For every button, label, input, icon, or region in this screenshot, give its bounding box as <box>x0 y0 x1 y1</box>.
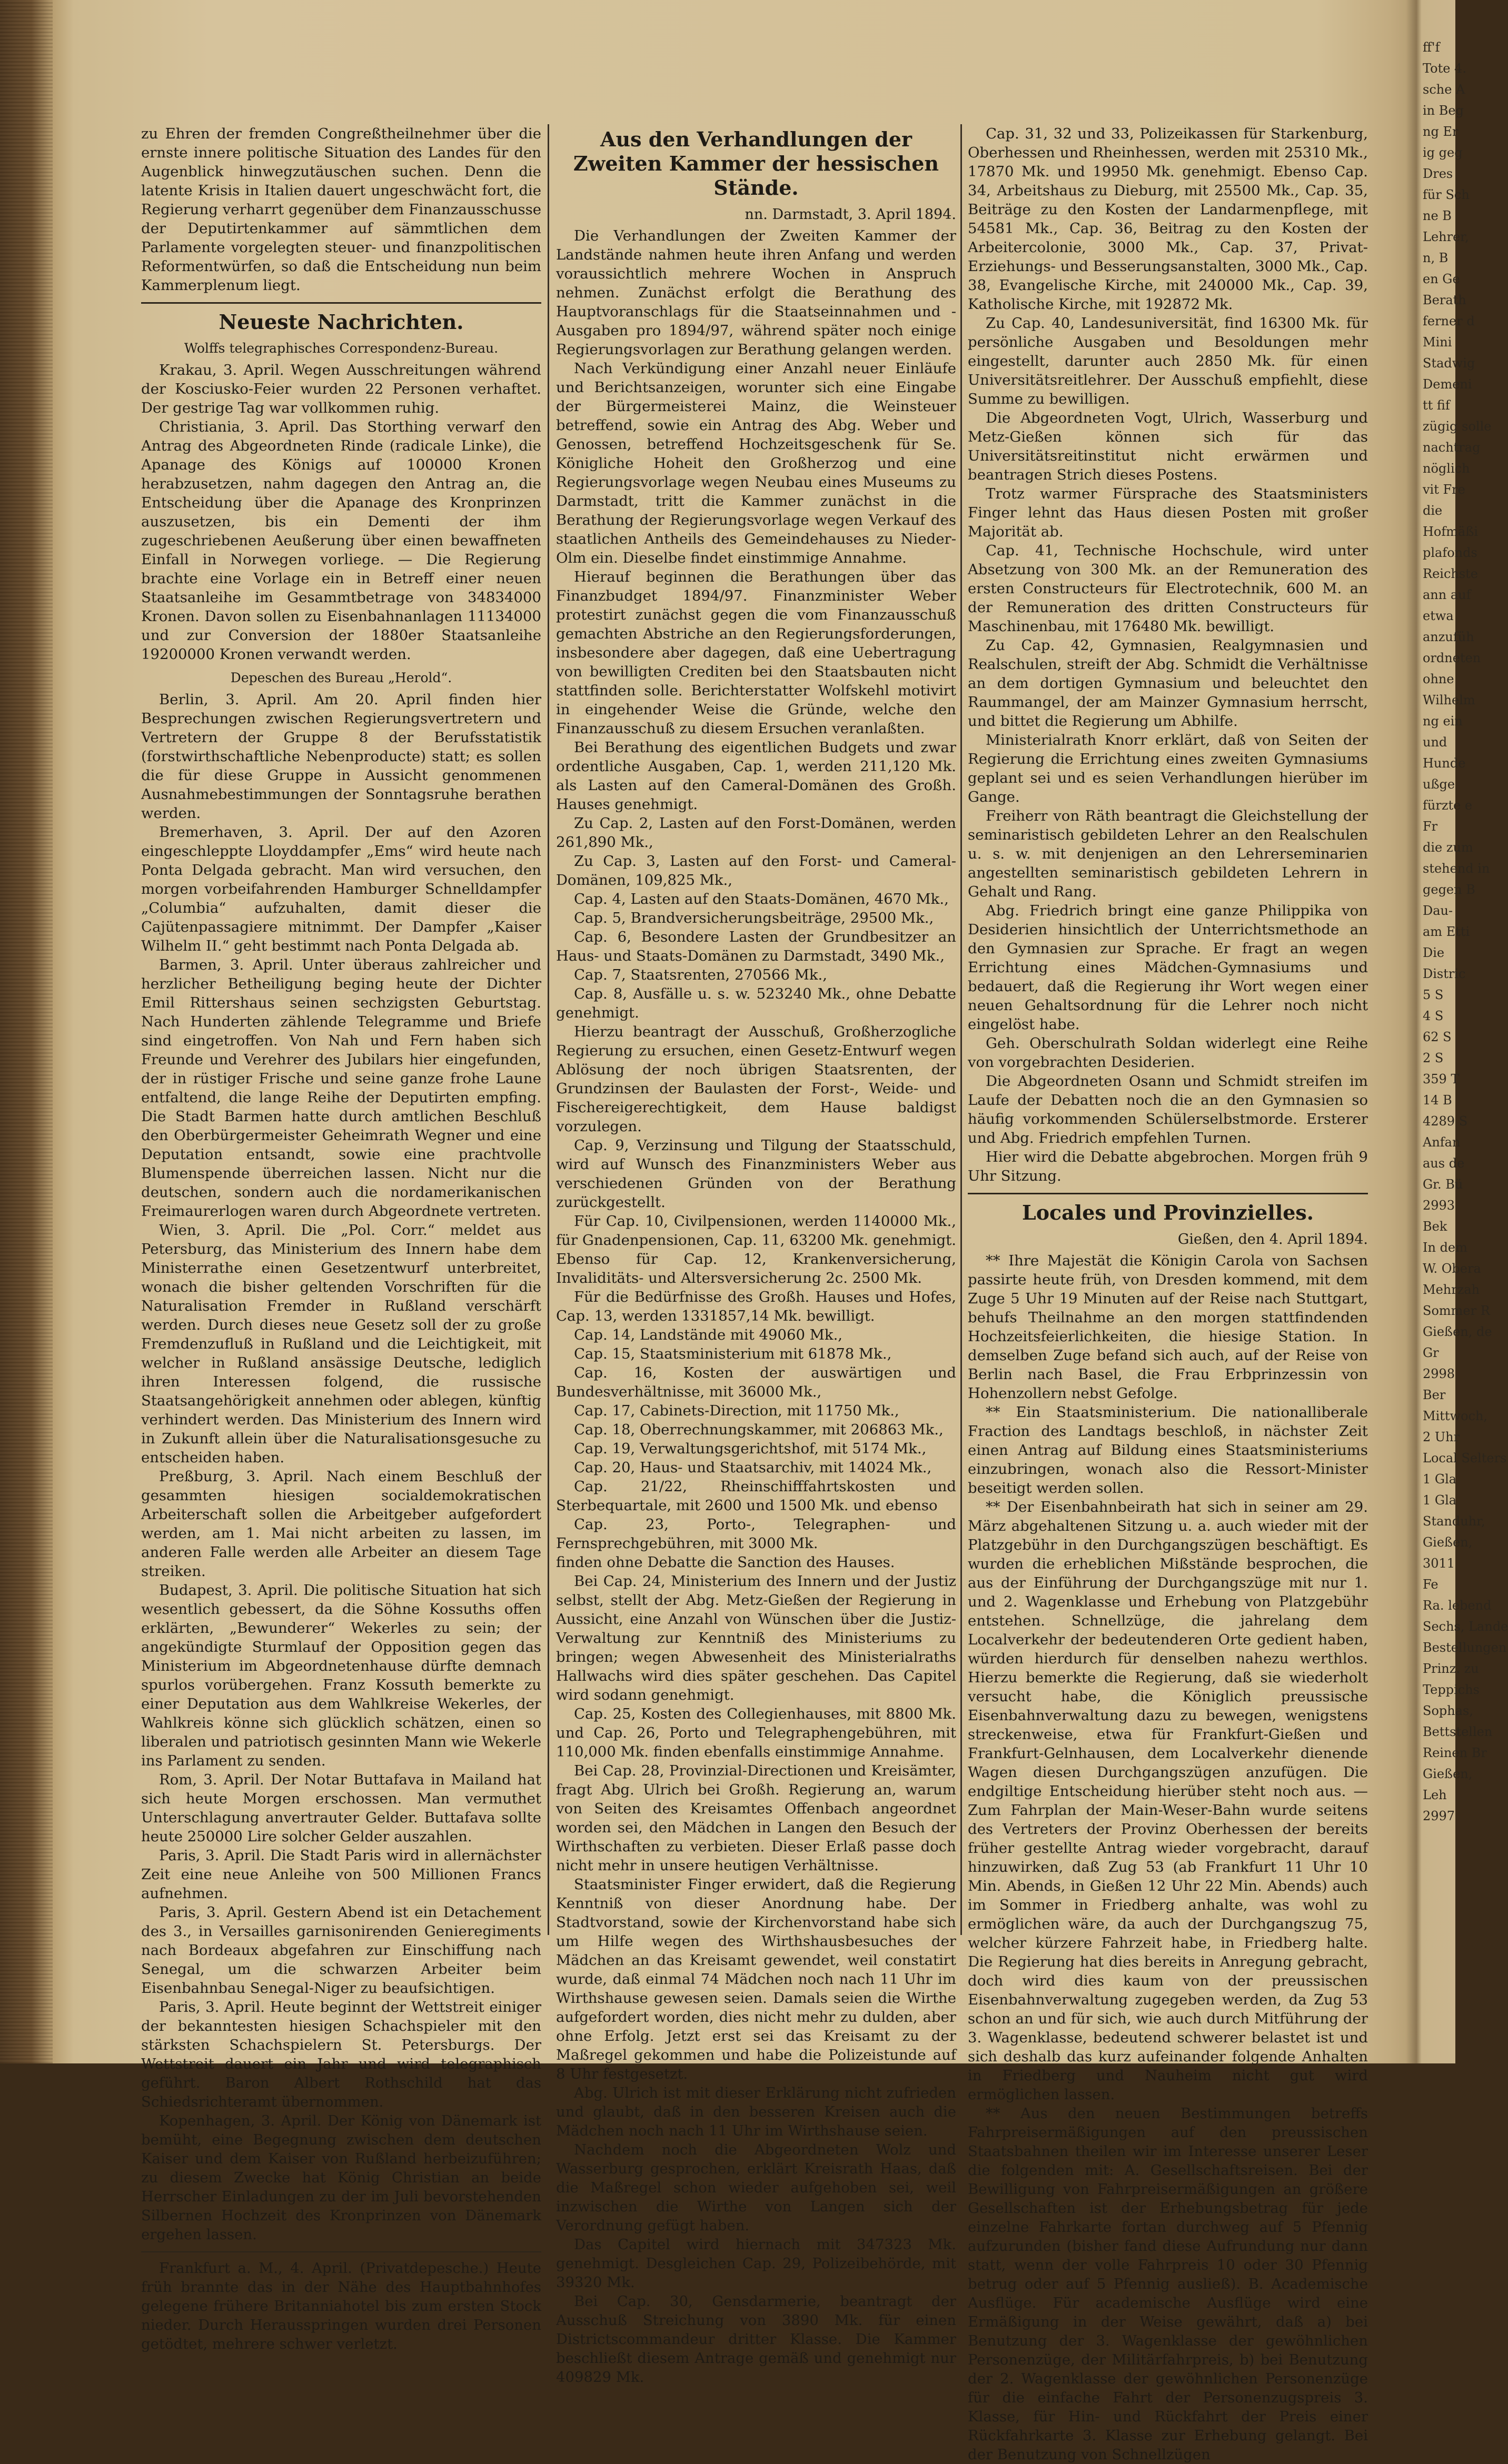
fragment-line: Sechs, Lande <box>1423 1619 1508 1634</box>
paragraph: Bei Cap. 28, Provinzial-Directionen und Kreisämter, fragt Abg. Ulrich bei Großh. Regierung an, warum von Seiten des Kreisamtes Offenbach angeordnet worden sei, den Mädchen in Langen den Besuch der Wirthschaften zu verbieten. Dieser Erlaß passe doch nicht mehr in unsere heutigen Verhältnisse. <box>556 1762 956 1874</box>
paragraph: Cap. 18, Oberrechnungskammer, mit 206863 Mk., <box>574 1421 944 1438</box>
fragment-line: Gießen, <box>1423 1767 1473 1781</box>
fragment-line: Anfan <box>1423 1135 1461 1150</box>
fragment-line: Bek <box>1423 1219 1447 1234</box>
fragment-line: Gießen, <box>1423 1535 1473 1550</box>
fragment-line: Mittwoch, <box>1423 1409 1488 1423</box>
news-subheading: Wolffs telegraphisches Correspondenz-Bureau. <box>184 341 499 356</box>
news-item-rom: Rom, 3. April. Der Notar Buttafava in Mailand hat sich heute Morgen erschossen. Man vermuthet Unterschlagung anvertrauter Gelder. Buttafava sollte heute 250000 Lire solcher Gelder auszahlen. <box>141 1771 541 1845</box>
paragraph: Bei Cap. 30, Gensdarmerie, beantragt der Ausschuß Streichung von 3890 Mk. für einen Districtscommandeur dritter Klasse. Die Kammer beschließt diesem Antrage gemäß und genehmigt nur 409829 Mk. <box>556 2293 956 2386</box>
paragraph: Die Verhandlungen der Zweiten Kammer der Landstände nahmen heute ihren Anfang und werden voraussichtlich mehrere Wochen in Anspruch nehmen. Zunächst erfolgt die Berathung des Hauptvoranschlags für die Staatseinnahmen und -Ausgaben pro 1894/97, während später noch einige Regierungsvorlagen zur Berathung gelangen werden. <box>556 227 956 358</box>
fragment-line: 1 Gla <box>1423 1493 1457 1508</box>
paragraph: Zu Cap. 3, Lasten auf den Forst- und Cameral-Domänen, 109,825 Mk., <box>556 853 956 889</box>
fragment-line: nachtrag <box>1423 440 1481 455</box>
paragraph: Abg. Ulrich ist mit dieser Erklärung nicht zufrieden und glaubt, daß in den besseren Kreisen auch die Mädchen noch nach 11 Uhr im Wirthshause seien. <box>556 2084 956 2139</box>
fragment-line: 2 S <box>1423 1051 1444 1065</box>
paragraph: Cap. 15, Staatsministerium mit 61878 Mk., <box>574 1345 892 1362</box>
fragment-line: Ra. lebend <box>1423 1598 1492 1613</box>
paragraph: Cap. 41, Technische Hochschule, wird unter Absetzung von 300 Mk. an der Remuneration des ersten Constructeurs für Electrotechnik, 600 M. an der Remuneration des dritten Constructeurs für Maschinenbau, mit 176480 Mk. bewilligt. <box>968 542 1368 635</box>
fragment-line: n, B <box>1423 251 1449 265</box>
paragraph: Freiherr von Räth beantragt die Gleichstellung der seminaristisch gebildeten Lehrer an den Realschulen u. s. w. mit denjenigen an den Lehrerseminarien angestellten seminaristisch gebildeten Lehrern in Gehalt und Rang. <box>968 807 1368 900</box>
fragment-line: gegen B <box>1423 882 1475 897</box>
news-item-paris-3: Paris, 3. April. Heute beginnt der Wettstreit einiger der bekanntesten hiesigen Schachspieler mit den stärksten Schachspielern St. Petersburgs. Der Wettstreit dauert ein Jahr und wird telegraphisch geführt. Baron Albert Rothschild hat das Schiedsrichteramt übernommen. <box>141 1999 541 2110</box>
paragraph: Cap. 16, Kosten der auswärtigen und Bundesverhältnisse, mit 36000 Mk., <box>556 1364 956 1400</box>
paragraph: Bei Berathung des eigentlichen Budgets und zwar ordentliche Ausgaben, Cap. 1, werden 211,120 Mk. als Lasten auf den Cameral-Domänen des Großh. Hauses genehmigt. <box>556 739 956 813</box>
news-item-frankfurt: Frankfurt a. M., 4. April. (Privatdepesche.) Heute früh brannte das in der Nähe des Hauptbahnhofes gelegene frühere Britanniahotel bis zum ersten Stock nieder. Durch Herausspringen wurden drei Personen getödtet, mehrere schwer verletzt. <box>141 2260 541 2352</box>
paragraph: Die Abgeordneten Vogt, Ulrich, Wasserburg und Metz-Gießen können sich für das Universitätsreitinstitut nicht erwärmen und beantragen Strich dieses Postens. <box>968 410 1368 483</box>
fragment-line: in Beg <box>1423 103 1464 118</box>
fragment-line: ußge <box>1423 777 1455 792</box>
fragment-line: plafonds <box>1423 545 1477 560</box>
fragment-line: 359 T <box>1423 1072 1460 1086</box>
paragraph: Cap. 20, Haus- und Staatsarchiv, mit 14024 Mk., <box>574 1459 932 1476</box>
paragraph: finden ohne Debatte die Sanction des Hauses. <box>556 1554 895 1571</box>
fragment-line: Gießen, de <box>1423 1324 1492 1339</box>
fragment-line: Wilhelm <box>1423 693 1475 707</box>
fragment-line: vit Fre <box>1423 482 1465 497</box>
fragment-line: Stadwig <box>1423 356 1475 371</box>
fragment-line: Reinen Br <box>1423 1745 1487 1760</box>
fragment-line: fürzte e <box>1423 798 1473 813</box>
section-divider <box>141 2251 541 2252</box>
paragraph: Cap. 6, Besondere Lasten der Grundbesitzer an Haus- und Staats-Domänen zu Darmstadt, 3490 Mk., <box>556 929 956 964</box>
fragment-line: und <box>1423 735 1447 750</box>
fragment-line: ff'f <box>1423 40 1440 55</box>
paragraph: Cap. 17, Cabinets-Direction, mit 11750 Mk., <box>574 1402 899 1419</box>
fragment-line: 14 B <box>1423 1093 1452 1108</box>
fragment-line: Local Selters <box>1423 1451 1507 1465</box>
fragment-line: Mini <box>1423 335 1452 350</box>
fragment-line: ig geg <box>1423 145 1463 160</box>
paragraph: Hierzu beantragt der Ausschuß, Großherzogliche Regierung zu ersuchen, einen Gesetz-Entwurf wegen Ablösung der noch übrigen Staatsrenten, der Grundzinsen der Baulasten der Forst-, Weide- und Fischereigerechtigkeit, dem Hause baldigst vorzulegen. <box>556 1023 956 1135</box>
fragment-line: 3011 <box>1423 1556 1455 1571</box>
fragment-line: W. Obera <box>1423 1261 1481 1276</box>
paragraph: Nachdem noch die Abgeordneten Wolz und Wasserburg gesprochen, erklärt Kreisrath Haas, daß die Maßregel schon wieder aufgehoben sei, weil inzwischen die Wirthe von Langen sich der Verordnung gefügt haben. <box>556 2141 956 2234</box>
news-item-barmen: Barmen, 3. April. Unter überaus zahlreicher und herzlicher Betheiligung beging heute der Dichter Emil Rittershaus seinen sechzigsten Geburtstag. Nach Hunderten zählende Telegramme und Briefe sind eingetroffen. Von Nah und Fern haben sich Freunde und Verehrer des Jubilars hier eingefunden, der in rüstiger Frische und seine ganze frohe Laune entfaltend, die lange Reihe der Deputirten empfing. Die Stadt Barmen hatte durch amtlichen Beschluß den Oberbürgermeister Geheimrath Wegner und eine Deputation entsandt, sowie eine prachtvolle Blumenspende überreichen lassen. Nicht nur die deutschen, sondern auch die nordamerikanischen Freimaurerlogen waren durch Abgeordnete vertreten. <box>141 956 541 1220</box>
paragraph: Zu Cap. 2, Lasten auf den Forst-Domänen, werden 261,890 Mk., <box>556 815 956 851</box>
local-news-item: ** Aus den neuen Bestimmungen betreffs Fahrpreisermäßigungen auf den preussischen Staatsbahnen theilen wir im Interesse unserer Leser die folgenden mit: A. Gesellschaftsreisen. Bei der Bewilligung von Fahrpreisermäßigungen an größere Gesellschaften ist der Erhebungsbetrag für jede einzelne Fahrkarte fortan durchweg auf 5 Pfennig aufzurunden (bisher fand diese Aufrundung nur dann statt, wenn der volle Fahrpreis 10 oder 30 Pfennig betrug oder auf 5 Pfennig ausließ). B. Academische Ausflüge. Für academische Ausflüge wird eine Ermäßigung in der Weise gewährt, daß a) bei Benutzung der 3. Wagenklasse der gewöhnlichen Personenzüge, der Militärfahrpreis, b) bei Benutzung der 2. Wagenklasse der gewöhnlichen Personenzüge für die einfache Fahrt der Personenzugspreis 3. Klasse, für Hin- und Rückfahrt der Preis einer Rückfahrkarte 3. Klasse zur Erhebung gelangt. Bei der Benutzung von Schnellzügen <box>968 2105 1368 2463</box>
section-divider <box>968 1193 1368 1194</box>
paragraph: Zu Cap. 42, Gymnasien, Realgymnasien und Realschulen, streift der Abg. Schmidt die Verhältnisse an dem dortigen Gymnasium und beleuchtet den Raummangel, der am Mainzer Gymnasium herrscht, und bittet die Regierung um Abhilfe. <box>968 637 1368 730</box>
paragraph: Cap. 8, Ausfälle u. s. w. 523240 Mk., ohne Debatte genehmigt. <box>556 985 956 1021</box>
paragraph: Cap. 9, Verzinsung und Tilgung der Staatsschuld, wird auf Wunsch des Finanzministers Weber aus verschiedenen Gründen von der Berathung zurückgestellt. <box>556 1137 956 1211</box>
fragment-line: Ber <box>1423 1388 1446 1402</box>
fragment-line: 5 S <box>1423 987 1444 1002</box>
news-heading: Neueste Nachrichten. <box>219 310 464 334</box>
fragment-line: 62 S <box>1423 1030 1452 1044</box>
news-item-paris-2: Paris, 3. April. Gestern Abend ist ein Detachement des 3., in Versailles garnisonirenden Genieregiments nach Bordeaux abgefahren zur Einschiffung nach Senegal, um die schwarzen Arbeiter beim Eisenbahnbau Senegal-Niger zu beaufsichtigen. <box>141 1904 541 1997</box>
fragment-line: Die <box>1423 945 1445 960</box>
fragment-line: Bestellungen <box>1423 1640 1507 1655</box>
section-divider <box>141 302 541 304</box>
fragment-line: anzufüh <box>1423 630 1474 644</box>
fragment-line: In dem <box>1423 1240 1467 1255</box>
paragraph: Cap. 25, Kosten des Collegienhauses, mit 8800 Mk. und Cap. 26, Porto und Telegraphengebühren, mit 110,000 Mk. finden ebenfalls einstimmige Annahme. <box>556 1705 956 1760</box>
paragraph: Für die Bedürfnisse des Großh. Hauses und Hofes, Cap. 13, werden 1331857,14 Mk. bewilligt. <box>556 1289 956 1324</box>
fragment-line: Fr <box>1423 819 1438 834</box>
fragment-line: ordneten <box>1423 651 1481 665</box>
news-item-paris-1: Paris, 3. April. Die Stadt Paris wird in allernächster Zeit eine neue Anleihe von 500 Millionen Francs aufnehmen. <box>141 1847 541 1902</box>
fragment-line: für Sch <box>1423 187 1470 202</box>
fragment-line: Fe <box>1423 1577 1438 1592</box>
fragment-line: ne B <box>1423 208 1452 223</box>
local-news-item: ** Ein Staatsministerium. Die nationalliberale Fraction des Landtags beschloß, in nächster Zeit einen Antrag auf Bildung eines Staatsministeriums einzubringen, wonach also die Ressort-Minister beseitigt werden sollen. <box>968 1404 1368 1497</box>
fragment-line: Lehrer, <box>1423 230 1469 244</box>
column-rule-1 <box>548 124 549 1935</box>
fragment-line: 4289 S <box>1423 1114 1468 1129</box>
news-item-budapest: Budapest, 3. April. Die politische Situation hat sich wesentlich gebessert, da die Söhne Kossuths offen erklärten, „Bewunderer“ Wekerles zu sein; der angekündigte Sturmlauf der Opposition gegen das Ministerium im Abgeordnetenhause dürfte demnach spurlos vorübergehen. Franz Kossuth bemerkte zu einer Deputation aus dem Wahlkreise Wekerles, der Wahlkreis könne sich glücklich schätzen, einen so liberalen und patriotisch gesinnten Mann wie Wekerle ins Parlament zu senden. <box>141 1582 541 1769</box>
fragment-line: Standuhr, <box>1423 1514 1485 1529</box>
paragraph: Geh. Oberschulrath Soldan widerlegt eine Reihe von vorgebrachten Desiderien. <box>968 1035 1368 1071</box>
fragment-line: Berath <box>1423 293 1466 307</box>
fragment-line: Bettstellen <box>1423 1724 1493 1739</box>
fragment-line: etwa <box>1423 608 1454 623</box>
fragment-line: zügig solle <box>1423 419 1492 434</box>
fragment-line: 4 S <box>1423 1009 1444 1023</box>
fragment-line: Demeni <box>1423 377 1472 392</box>
fragment-line: ng ein <box>1423 714 1463 729</box>
fragment-line: am Etti <box>1423 924 1470 939</box>
fragment-line: Prinz. zu <box>1423 1661 1479 1676</box>
fragment-line: 2 Uhr <box>1423 1430 1460 1444</box>
news-item-pressburg: Preßburg, 3. April. Nach einem Beschluß der gesammten hiesigen socialdemokratischen Arbeiterschaft sollen die Arbeitgeber aufgefordert werden, am 1. Mai nicht arbeiten zu lassen, im anderen Falle werden alle Arbeiter an diesem Tage streiken. <box>141 1468 541 1580</box>
article-continuation: zu Ehren der fremden Congreßtheilnehmer über die ernste innere politische Situation des Landes für den Augenblick hinwegzutäuschen suchen. Denn die latente Krisis in Italien dauert ungeschwächt fort, die Regierung verharrt gegenüber dem Finanzausschusse der Deputirtenkammer auf sämmtlichen dem Parlamente vorgelegten steuer- und finanzpolitischen Reformentwürfen, so daß die Entscheidung nun beim Kammerplenum liegt. <box>141 125 541 294</box>
paragraph: Hier wird die Debatte abgebrochen. Morgen früh 9 Uhr Sitzung. <box>968 1149 1368 1184</box>
news-item-krakau: Krakau, 3. April. Wegen Ausschreitungen während der Kosciusko-Feier wurden 22 Personen verhaftet. Der gestrige Tag war vollkommen ruhig. <box>141 362 541 416</box>
fragment-line: en Ge <box>1423 272 1460 286</box>
fragment-line: Distric <box>1423 966 1466 981</box>
fragment-line: stehend in <box>1423 861 1490 876</box>
fragment-line: Teppichs <box>1423 1682 1480 1697</box>
paragraph: Cap. 4, Lasten auf den Staats-Domänen, 4670 Mk., <box>574 891 949 907</box>
column-rule-2 <box>960 124 962 1935</box>
fragment-line: Hofmäßi <box>1423 524 1479 539</box>
news-item-christiania: Christiania, 3. April. Das Storthing verwarf den Antrag des Abgeordneten Rinde (radicale Linke), die Apanage des Königs auf 100000 Kronen herabzusetzen, nahm dagegen den Antrag an, die Entscheidung über die Apanage des Kronprinzen auszusetzen, bis ein Dementi der ihm zugeschriebenen Aeußerung über einen bewaffneten Einfall in Norwegen vorliege. — Die Regierung brachte eine Vorlage ein in Betreff einer neuen Staatsanleihe im Gesammtbetrage von 34834000 Kronen. Davon sollen zu Eisenbahnanlagen 11134000 und zur Conversion der 1880er Staatsanleihe 19200000 Kronen verwandt werden. <box>141 418 541 663</box>
paragraph: Hierauf beginnen die Berathungen über das Finanzbudget 1894/97. Finanzminister Weber protestirt zunächst gegen die vom Finanzausschuß gemachten Abstriche an den Regierungsforderungen, insbesondere aber dagegen, daß eine Uebertragung von bewilligten Crediten bei den Staatsbauten nicht stattfinden solle. Berichterstatter Wolfskehl motivirt in eingehender Weise die Gründe, welche den Finanzausschuß zu diesem Ersuchen veranlaßten. <box>556 568 956 737</box>
fragment-line: aus de <box>1423 1156 1465 1171</box>
local-news-item: ** Ihre Majestät die Königin Carola von Sachsen passirte heute früh, von Dresden kommend, mit dem Zuge 5 Uhr 19 Minuten auf der Reise nach Stuttgart, behufs Theilnahme an den morgen stattfindenden Hochzeitsfeierlichkeiten, die hiesige Station. In demselben Zuge befand sich auch, auf der Reise von Berlin nach Basel, die Frau Erbprinzessin von Hohenzollern nebst Gefolge. <box>968 1252 1368 1402</box>
fragment-line: Dau- <box>1423 903 1453 918</box>
paragraph: Bei Cap. 24, Ministerium des Innern und der Justiz selbst, stellt der Abg. Metz-Gießen der Regierung in Aussicht, eine Anzahl von Wünschen über die Justiz-Verwaltung zur Kenntniß des Ministeriums zu bringen; wegen Abwesenheit des Ministerialraths Hallwachs wird dies später geschehen. Das Capitel wird sodann genehmigt. <box>556 1573 956 1703</box>
paragraph: Cap. 19, Verwaltungsgerichtshof, mit 5174 Mk., <box>574 1440 927 1457</box>
fragment-line: Reichste <box>1423 566 1479 581</box>
paragraph: Ministerialrath Knorr erklärt, daß von Seiten der Regierung die Errichtung eines zweiten Gymnasiums geplant sei und es seien Verhandlungen hierüber im Gange. <box>968 732 1368 805</box>
paragraph: Abg. Friedrich bringt eine ganze Philippika von Desiderien hinsichtlich der Unterrichtsmethode an den Gymnasien zur Sprache. Er fragt an wegen Errichtung eines Mädchen-Gymnasiums und bedauert, daß die Regierung ihr Wort wegen einer neuen Gehaltsordnung für die Lehrer noch nicht eingelöst habe. <box>968 902 1368 1033</box>
fragment-line: 2997 <box>1423 1809 1455 1823</box>
news-item-kopenhagen: Kopenhagen, 3. April. Der König von Dänemark ist bemüht, eine Begegnung zwischen dem deutschen Kaiser und dem Kaiser von Rußland herbeizuführen; zu diesem Zwecke hat König Christian an beide Herrscher Einladungen zu der im Juli bevorstehenden Silbernen Hochzeit des Kronprinzen von Dänemark ergehen lassen. <box>141 2112 541 2243</box>
paragraph: Cap. 31, 32 und 33, Polizeikassen für Starkenburg, Oberhessen und Rheinhessen, werden mit 25310 Mk., 17870 Mk. und 19950 Mk. genehmigt. Ebenso Cap. 34, Arbeitshaus zu Dieburg, mit 25500 Mk., Cap. 35, Beiträge zu den Kosten der Landarmenpflege, mit 54581 Mk., Cap. 36, Beitrag zu den Kosten der Arbeitercolonie, 3000 Mk., Cap. 37, Privat-Erziehungs- und Besserungsanstalten, 3000 Mk., Cap. 38, Evangelische Kirche, mit 240000 Mk., Cap. 39, Katholische Kirche, mit 192872 Mk. <box>968 125 1368 313</box>
paragraph: Cap. 21/22, Rheinschifffahrtskosten und Sterbequartale, mit 2600 und 1500 Mk. und ebenso <box>556 1478 956 1514</box>
fragment-line: ohne <box>1423 672 1454 686</box>
paragraph: Cap. 14, Landstände mit 49060 Mk., <box>574 1326 843 1343</box>
fragment-line: sche A <box>1423 82 1465 97</box>
fragment-line: ferner d <box>1423 314 1475 328</box>
local-news-heading: Locales und Provinzielles. <box>1021 1201 1314 1224</box>
local-news-item: ** Der Eisenbahnbeirath hat sich in seiner am 29. März abgehaltenen Sitzung u. a. auch wieder mit der Platzgebühr in den Durchgangszügen beschäftigt. Es wurden die erheblichen Mißstände besprochen, die aus der Einführung der Durchgangszüge mit nur 1. und 2. Wagenklasse und Erhebung von Platzgebühr entstehen. Schnellzüge, die jahrelang dem Localverkehr der bedeutenderen Orte gedient haben, würden hierdurch für denselben nahezu werthlos. Hierzu bemerkte die Regierung, daß sie wiederholt versucht habe, die Königlich preussische Eisenbahnverwaltung dazu zu bewegen, wenigstens streckenweise, etwa für Frankfurt-Gießen und Frankfurt-Gelnhausen, dem Localverkehr dienende Wagen diesen Durchgangszügen anzufügen. Die endgiltige Entscheidung hierüber steht noch aus. — Zum Fahrplan der Main-Weser-Bahn wurde seitens des Vertreters der Provinz Oberhessen der bereits früher gestellte Antrag wieder vorgebracht, darauf hinzuwirken, daß Zug 53 (ab Frankfurt 11 Uhr 10 Min. Abends, in Gießen 12 Uhr 22 Min. Abends) auch im Sommer in Friedberg anhalte, was wohl zu ermöglichen wäre, da auch der Durchgangszug 75, welcher kürzere Fahrzeit habe, in Friedberg halte. Die Regierung hat dies bereits in Anregung gebracht, doch wird dies kaum von der preussischen Eisenbahnverwaltung zugegeben werden, da Zug 53 schon an und für sich, wie auch durch Mitführung der 3. Wagenklasse, bedeutend schwerer belastet ist und sich deshalb das kurz aufeinander folgende Anhalten in Friedberg und Nauheim nicht gut wird ermöglichen lassen. <box>968 1499 1368 2103</box>
fragment-line: die zum <box>1423 840 1473 855</box>
fragment-line: 2993 <box>1423 1198 1455 1213</box>
fragment-line: ann auf <box>1423 587 1471 602</box>
column-3 <box>968 124 1368 2464</box>
column-1 <box>141 124 541 2353</box>
fragment-line: Mehrzah <box>1423 1282 1480 1297</box>
paragraph: Für Cap. 10, Civilpensionen, werden 1140000 Mk., für Gnadenpensionen, Cap. 11, 63200 Mk. genehmigt. Ebenso für Cap. 12, Krankenversicherung, Invaliditäts- und Altersversicherung 2c. 2500 Mk. <box>556 1213 956 1286</box>
book-binding <box>0 0 53 2063</box>
fragment-line: Dres <box>1423 166 1453 181</box>
paragraph: Trotz warmer Fürsprache des Staatsministers Finger lehnt das Haus diesen Posten mit großer Majorität ab. <box>968 485 1368 540</box>
fragment-line: nöglich <box>1423 461 1470 476</box>
adjacent-page-fragment <box>1423 37 1508 1984</box>
column-2 <box>556 124 956 2387</box>
news-item-berlin: Berlin, 3. April. Am 20. April finden hier Besprechungen zwischen Regierungsvertretern und Vertretern der Gruppe 8 der Berufsstatistik (forstwirthschaftliche Nebenproducte) statt; es sollen die für diese Gruppe in Aussicht genommenen Ausnahmebestimmungen der Sonntagsruhe berathen werden. <box>141 691 541 822</box>
fragment-line: Sommer R <box>1423 1303 1490 1318</box>
fragment-line: ng Er <box>1423 124 1459 139</box>
fragment-line: Tote 4. <box>1423 61 1466 76</box>
fragment-line: die <box>1423 503 1443 518</box>
local-news-dateline: Gießen, den 4. April 1894. <box>1177 1231 1368 1248</box>
paragraph: Das Capitel wird hiernach mit 347323 Mk. genehmigt. Desgleichen Cap. 29, Polizeibehörde, mit 39320 Mk. <box>556 2236 956 2291</box>
article-heading: Aus den Verhandlungen der Zweiten Kammer der hessischen Stände. <box>573 127 939 199</box>
fragment-line: 1 Gla <box>1423 1472 1457 1487</box>
paragraph: Die Abgeordneten Osann und Schmidt streifen im Laufe der Debatten noch die an den Gymnasien so häufig vorkommenden Schülerselbstmorde. Ersterer und Abg. Friedrich empfehlen Turnen. <box>968 1073 1368 1146</box>
dispatch-subheading: Depeschen des Bureau „Herold“. <box>230 670 452 685</box>
article-dateline: nn. Darmstadt, 3. April 1894. <box>745 206 956 223</box>
fragment-line: 2998 <box>1423 1366 1455 1381</box>
paragraph: Staatsminister Finger erwidert, daß die Regierung Kenntniß von dieser Anordnung habe. Der Stadtvorstand, sowie der Kirchenvorstand habe sich um Hilfe wegen des Wirthshausbesuches der Mädchen an das Kreisamt gewendet, weil constatirt wurde, daß einmal 74 Mädchen noch nach 11 Uhr im Wirthshause gewesen seien. Damals seien die Wirthe aufgefordert worden, dies nicht mehr zu dulden, aber ohne Erfolg. Jetzt erst sei das Kreisamt zu der Maßregel gekommen und habe die Polizeistunde auf 8 Uhr festgesetzt. <box>556 1876 956 2082</box>
fragment-line: tt fif <box>1423 398 1450 413</box>
paragraph: Cap. 7, Staatsrenten, 270566 Mk., <box>574 966 828 983</box>
paragraph: Nach Verkündigung einer Anzahl neuer Einläufe und Berichtsanzeigen, worunter sich eine Eingabe der Bürgermeisterei Mainz, die Weinsteuer betreffend, sowie ein Antrag des Abg. Weber und Genossen, betreffend Hochzeitsgeschenk für Se. Königliche Hoheit den Großherzog und eine Regierungsvorlage wegen Neubau eines Museums zu Darmstadt, tritt die Kammer zunächst in die Berathung der Regierungsvorlage wegen Verkauf des staatlichen Antheils des Gemeindehauses zu Nieder-Olm ein. Dieselbe findet einstimmige Annahme. <box>556 360 956 566</box>
fragment-line: Gr. Bü <box>1423 1177 1463 1192</box>
paragraph: Zu Cap. 40, Landesuniversität, find 16300 Mk. für persönliche Ausgaben und Besoldungen mehr eingestellt, darunter auch 2850 Mk. für einen Universitätsreitlehrer. Der Ausschuß empfiehlt, diese Summe zu bewilligen. <box>968 315 1368 407</box>
fragment-line: Leh <box>1423 1788 1447 1802</box>
paragraph: Cap. 5, Brandversicherungsbeiträge, 29500 Mk., <box>574 910 934 926</box>
news-item-bremerhaven: Bremerhaven, 3. April. Der auf den Azoren eingeschleppte Lloyddampfer „Ems“ wird heute nach Ponta Delgada gebracht. Man wird versuchen, den morgen vorbeifahrenden Hamburger Schnelldampfer „Columbia“ aufzuhalten, damit dieser die Cajütenpassagiere mitnimmt. Der Dampfer „Kaiser Wilhelm II.“ geht bestimmt nach Ponta Delgada ab. <box>141 824 541 954</box>
fragment-line: Gr <box>1423 1345 1439 1360</box>
paragraph: Cap. 23, Porto-, Telegraphen- und Fernsprechgebühren, mit 3000 Mk. <box>556 1516 956 1552</box>
news-item-wien: Wien, 3. April. Die „Pol. Corr.“ meldet aus Petersburg, das Ministerium des Innern habe dem Ministerrathe einen Gesetzentwurf unterbreitet, wonach die bisher geltenden Vorschriften für die Naturalisation Fremder in Rußland verschärft werden. Durch dieses neue Gesetz soll der zu große Fremdenzufluß in Rußland und die Leichtigkeit, mit welcher in Rußland ansässige Deutsche, lediglich ihren Interessen folgend, die russische Staatsangehörigkeit annehmen oder ablegen, künftig verhindert werden. Das Ministerium des Innern wird in Zukunft allein über die Naturalisationsgesuche zu entscheiden haben. <box>141 1222 541 1466</box>
fragment-line: Sophas, <box>1423 1703 1473 1718</box>
fragment-line: Hunde <box>1423 756 1466 771</box>
